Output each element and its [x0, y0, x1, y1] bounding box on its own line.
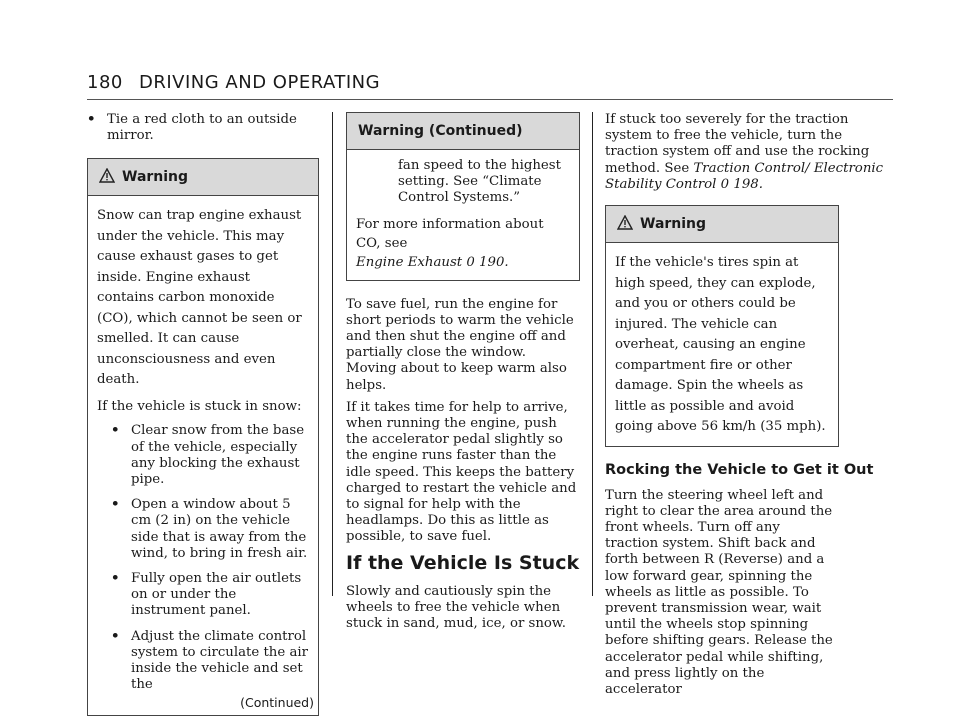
page-reference: 0 190.	[466, 254, 509, 270]
column-divider-1	[332, 112, 333, 596]
bullet-icon: •	[111, 628, 120, 644]
body-paragraph: If stuck too severely for the traction system to free the vehicle, turn the traction system off and use the rocking method. See Traction Control/ Electronic Stability Control 0 198.	[605, 112, 884, 192]
cross-reference-link[interactable]: Engine Exhaust	[356, 254, 463, 270]
cross-reference-link[interactable]: Traction Control/ Electronic Stability Control	[605, 160, 884, 192]
column-2	[346, 112, 580, 638]
warning-title: Warning	[640, 216, 707, 233]
column-3	[605, 112, 893, 704]
list-item: • Clear snow from the base of the vehicle, especially any blocking the exhaust pipe.	[111, 423, 305, 488]
page-number: 180	[87, 72, 123, 93]
section-title: DRIVING AND OPERATING	[139, 72, 381, 93]
list-item: • Tie a red cloth to an outside mirror.	[87, 112, 297, 144]
list-item: • Open a window about 5 cm (2 in) on the vehicle side that is away from the wind, to bring in fresh air.	[111, 497, 308, 561]
bullet-icon: •	[111, 423, 120, 439]
column-1	[87, 112, 319, 716]
header-rule	[87, 99, 893, 100]
list-item: • Adjust the climate control system to circulate the air inside the vehicle and set the	[111, 628, 309, 693]
body-paragraph: If it takes time for help to arrive, when running the engine, push the accelerator pedal slightly so the engine runs faster than the idle speed. This keeps the battery charged to restart the vehicle and to signal for help with the headlamps. Do this as little as possible, to save fuel.	[346, 399, 577, 545]
section-heading: Rocking the Vehicle to Get it Out	[605, 461, 874, 478]
page-reference: 0 198.	[720, 176, 763, 192]
body-paragraph: To save fuel, run the engine for short periods to warm the vehicle and then shut the engine off and partially close the window. Moving about to keep warm also helps.	[346, 296, 574, 393]
page-header	[87, 62, 893, 102]
warning-paragraph: For more information about CO, see Engine Exhaust 0 190.	[356, 216, 544, 270]
bullet-icon: •	[111, 571, 120, 587]
warning-title: Warning (Continued)	[358, 123, 523, 139]
warning-box-continued	[346, 112, 580, 281]
column-divider-2	[592, 112, 593, 596]
body-paragraph: Slowly and cautiously spin the wheels to free the vehicle when stuck in sand, mud, ice, or snow.	[346, 583, 566, 632]
warning-triangle-icon	[99, 168, 115, 183]
bullet-icon: •	[111, 497, 120, 513]
warning-paragraph: Snow can trap engine exhaust under the vehicle. This may cause exhaust gases to get inside. Engine exhaust contains carbon monoxide (CO), which cannot be seen or smelled. It can cause unconsciousness and even death.	[97, 208, 302, 388]
warning-box	[87, 158, 319, 715]
warning-triangle-icon	[617, 215, 633, 230]
body-paragraph: Turn the steering wheel left and right to clear the area around the front wheels. Turn off any traction system. Shift back and forth between R (Reverse) and a low forward gear, spinning the wheels as little as possible. To prevent transmission wear, wait until the wheels stop spinning before shifting gears. Release the accelerator pedal while shifting, and press lightly on the accelerator	[605, 487, 833, 697]
warning-paragraph: If the vehicle is stuck in snow:	[97, 398, 302, 414]
warning-title: Warning	[122, 169, 189, 186]
warning-header	[347, 113, 579, 150]
warning-paragraph: fan speed to the highest setting. See “Climate Control Systems.”	[398, 158, 561, 206]
section-heading: If the Vehicle Is Stuck	[346, 551, 580, 574]
warning-paragraph: If the vehicle's tires spin at high speed, they can explode, and you or others could be injured. The vehicle can overheat, causing an engine compartment fire or other damage. Spin the wheels as little as possible and avoid going above 56 km/h (35 mph).	[615, 255, 826, 435]
warning-header	[606, 206, 838, 243]
warning-header	[88, 159, 318, 196]
continued-label: (Continued)	[240, 695, 314, 711]
warning-box	[605, 205, 839, 447]
list-item: • Fully open the air outlets on or under the instrument panel.	[111, 571, 302, 619]
bullet-icon: •	[87, 112, 96, 127]
